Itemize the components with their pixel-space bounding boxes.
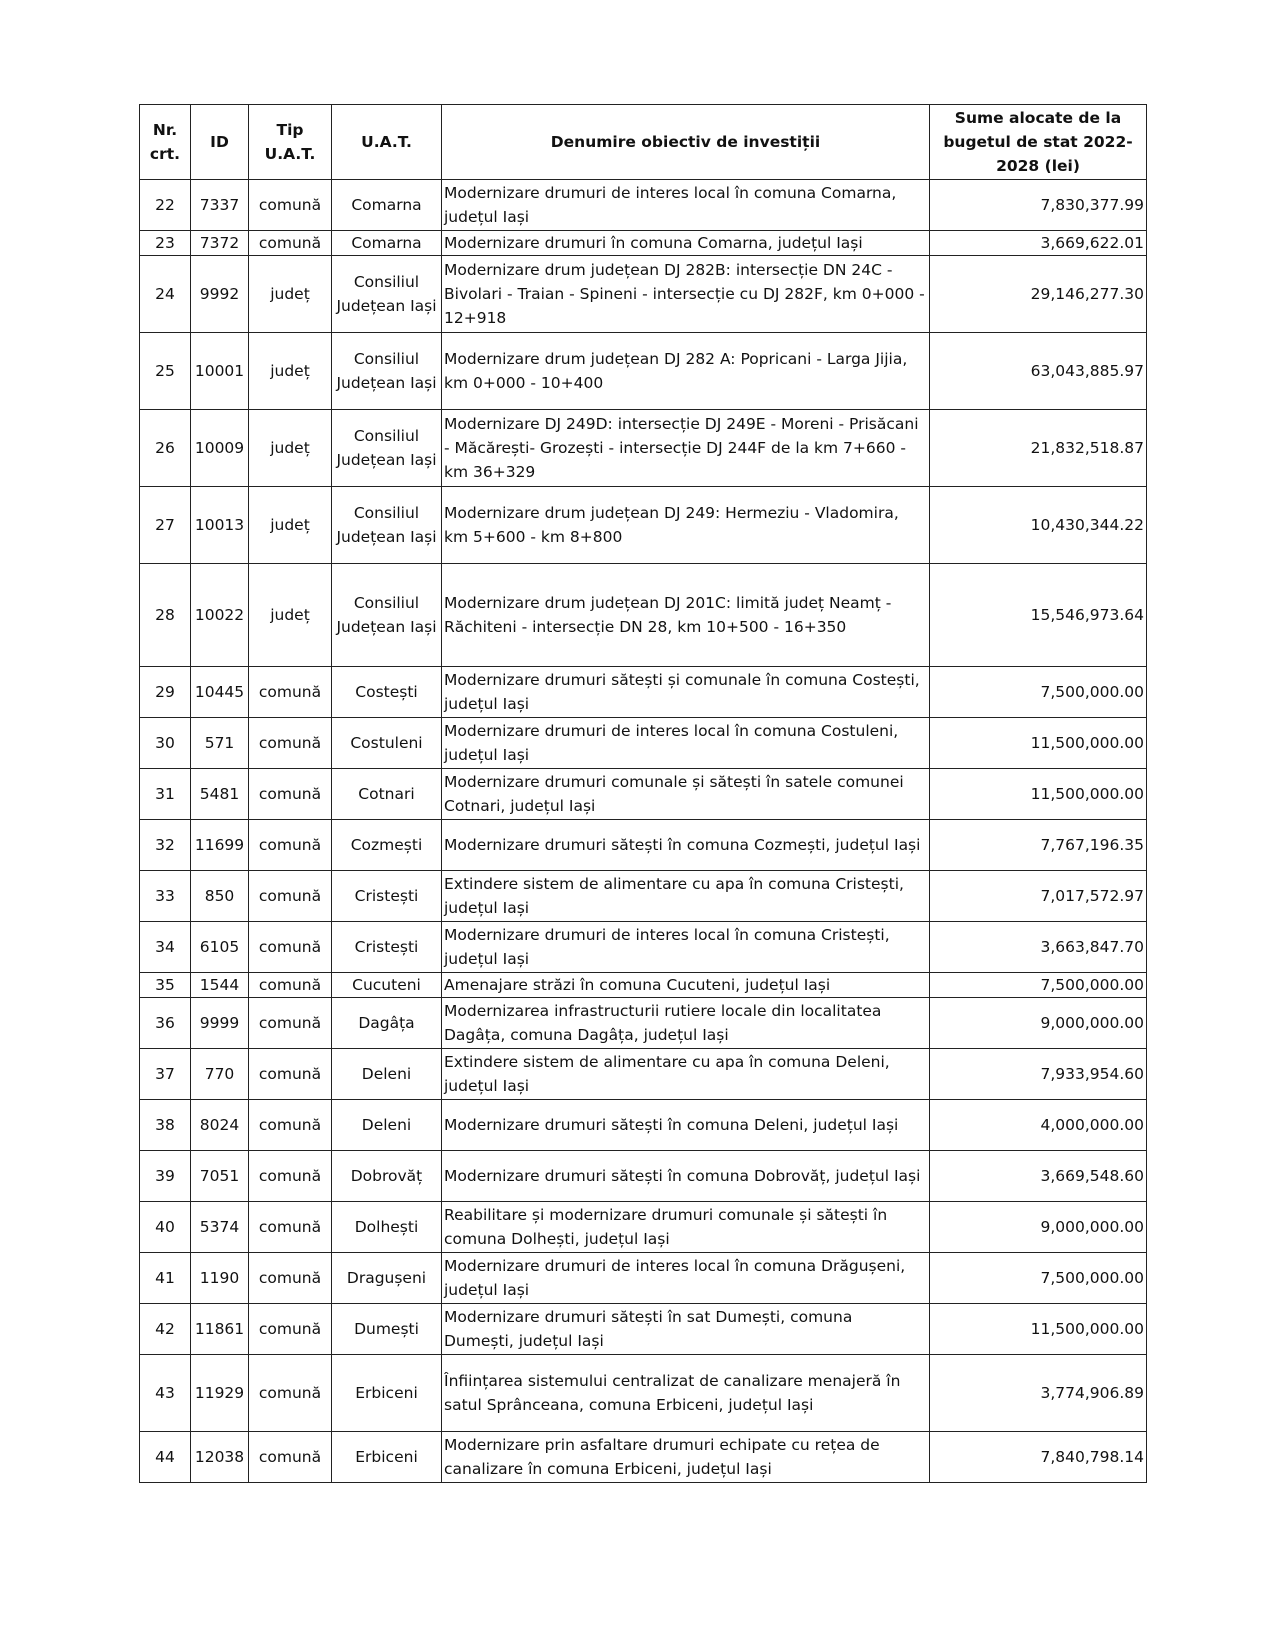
row-suma: 11,500,000.00	[930, 1304, 1147, 1355]
row-tip: comună	[249, 718, 332, 769]
row-id: 5374	[191, 1202, 249, 1253]
table-row	[140, 769, 1147, 820]
row-nr: 40	[140, 1202, 191, 1253]
row-uat: Deleni	[332, 1100, 442, 1151]
row-denumire: Modernizare DJ 249D: intersecție DJ 249E - Moreni - Prisăcani - Măcărești- Grozești - intersecție DJ 244F de la km 7+660 - km 36+329	[442, 410, 930, 487]
row-id: 10445	[191, 667, 249, 718]
row-uat: Costuleni	[332, 718, 442, 769]
row-uat: Dumești	[332, 1304, 442, 1355]
row-uat: Consiliul Județean Iași	[332, 410, 442, 487]
row-denumire: Reabilitare și modernizare drumuri comunale și sătești în comuna Dolhești, județul Iași	[442, 1202, 930, 1253]
row-nr: 42	[140, 1304, 191, 1355]
row-nr: 34	[140, 922, 191, 973]
row-suma: 9,000,000.00	[930, 998, 1147, 1049]
row-uat: Comarna	[332, 231, 442, 256]
row-denumire: Modernizare drumuri comunale și sătești în satele comunei Cotnari, județul Iași	[442, 769, 930, 820]
table-row	[140, 1202, 1147, 1253]
row-id: 11699	[191, 820, 249, 871]
row-tip: comună	[249, 231, 332, 256]
header-uat: U.A.T.	[332, 105, 442, 180]
table-row	[140, 1151, 1147, 1202]
row-denumire: Modernizare drum județean DJ 282 A: Popricani - Larga Jijia, km 0+000 - 10+400	[442, 333, 930, 410]
row-tip: comună	[249, 1432, 332, 1483]
row-uat: Cristești	[332, 871, 442, 922]
row-uat: Costești	[332, 667, 442, 718]
row-tip: comună	[249, 820, 332, 871]
table-row	[140, 667, 1147, 718]
row-uat: Erbiceni	[332, 1432, 442, 1483]
row-id: 7372	[191, 231, 249, 256]
row-suma: 21,832,518.87	[930, 410, 1147, 487]
row-uat: Consiliul Județean Iași	[332, 487, 442, 564]
row-denumire: Modernizare prin asfaltare drumuri echipate cu rețea de canalizare în comuna Erbiceni, județul Iași	[442, 1432, 930, 1483]
row-suma: 7,500,000.00	[930, 973, 1147, 998]
row-nr: 38	[140, 1100, 191, 1151]
row-uat: Dobrovăț	[332, 1151, 442, 1202]
investment-table	[139, 104, 1147, 1483]
row-tip: comună	[249, 1151, 332, 1202]
row-uat: Consiliul Județean Iași	[332, 256, 442, 333]
row-suma: 29,146,277.30	[930, 256, 1147, 333]
row-denumire: Modernizare drumuri sătești și comunale în comuna Costești, județul Iași	[442, 667, 930, 718]
row-uat: Dolhești	[332, 1202, 442, 1253]
header-sume: Sume alocate de la bugetul de stat 2022-2028 (lei)	[930, 105, 1147, 180]
table-row	[140, 180, 1147, 231]
row-tip: comună	[249, 1100, 332, 1151]
row-denumire: Modernizare drumuri de interes local în comuna Drăgușeni, județul Iași	[442, 1253, 930, 1304]
row-nr: 37	[140, 1049, 191, 1100]
row-suma: 3,669,548.60	[930, 1151, 1147, 1202]
table-row	[140, 333, 1147, 410]
row-suma: 7,840,798.14	[930, 1432, 1147, 1483]
row-tip: comună	[249, 871, 332, 922]
row-id: 11861	[191, 1304, 249, 1355]
row-id: 7337	[191, 180, 249, 231]
table-row	[140, 998, 1147, 1049]
row-uat: Consiliul Județean Iași	[332, 564, 442, 667]
row-uat: Cozmești	[332, 820, 442, 871]
table-row	[140, 1049, 1147, 1100]
row-id: 11929	[191, 1355, 249, 1432]
row-tip: comună	[249, 1049, 332, 1100]
row-nr: 27	[140, 487, 191, 564]
header-tip: Tip U.A.T.	[249, 105, 332, 180]
row-uat: Cotnari	[332, 769, 442, 820]
row-uat: Erbiceni	[332, 1355, 442, 1432]
table-row	[140, 256, 1147, 333]
row-uat: Consiliul Județean Iași	[332, 333, 442, 410]
table-row	[140, 1432, 1147, 1483]
row-nr: 23	[140, 231, 191, 256]
table-row	[140, 1100, 1147, 1151]
row-tip: comună	[249, 769, 332, 820]
row-denumire: Modernizarea infrastructurii rutiere locale din localitatea Dagâța, comuna Dagâța, județul Iași	[442, 998, 930, 1049]
row-suma: 7,933,954.60	[930, 1049, 1147, 1100]
row-nr: 35	[140, 973, 191, 998]
table-row	[140, 922, 1147, 973]
row-nr: 22	[140, 180, 191, 231]
row-denumire: Modernizare drumuri sătești în comuna Deleni, județul Iași	[442, 1100, 930, 1151]
row-nr: 31	[140, 769, 191, 820]
table-row	[140, 871, 1147, 922]
row-id: 1544	[191, 973, 249, 998]
row-suma: 3,669,622.01	[930, 231, 1147, 256]
table-row	[140, 1304, 1147, 1355]
row-denumire: Modernizare drum județean DJ 249: Hermeziu - Vladomira, km 5+600 - km 8+800	[442, 487, 930, 564]
row-id: 5481	[191, 769, 249, 820]
row-uat: Deleni	[332, 1049, 442, 1100]
row-suma: 63,043,885.97	[930, 333, 1147, 410]
row-suma: 15,546,973.64	[930, 564, 1147, 667]
row-tip: comună	[249, 667, 332, 718]
header-id: ID	[191, 105, 249, 180]
table-row	[140, 564, 1147, 667]
row-id: 7051	[191, 1151, 249, 1202]
row-tip: județ	[249, 564, 332, 667]
header-nr: Nr. crt.	[140, 105, 191, 180]
row-denumire: Modernizare drumuri în comuna Comarna, județul Iași	[442, 231, 930, 256]
row-id: 6105	[191, 922, 249, 973]
row-tip: comună	[249, 1304, 332, 1355]
row-id: 571	[191, 718, 249, 769]
row-denumire: Modernizare drumuri de interes local în comuna Comarna, județul Iași	[442, 180, 930, 231]
row-id: 1190	[191, 1253, 249, 1304]
row-uat: Comarna	[332, 180, 442, 231]
row-suma: 11,500,000.00	[930, 769, 1147, 820]
row-id: 9999	[191, 998, 249, 1049]
row-id: 10022	[191, 564, 249, 667]
row-id: 770	[191, 1049, 249, 1100]
row-denumire: Extindere sistem de alimentare cu apa în comuna Deleni, județul Iași	[442, 1049, 930, 1100]
row-suma: 7,500,000.00	[930, 1253, 1147, 1304]
row-suma: 7,830,377.99	[930, 180, 1147, 231]
row-suma: 3,774,906.89	[930, 1355, 1147, 1432]
row-suma: 7,767,196.35	[930, 820, 1147, 871]
row-uat: Cucuteni	[332, 973, 442, 998]
row-tip: comună	[249, 998, 332, 1049]
table-row	[140, 718, 1147, 769]
header-denumire: Denumire obiectiv de investiții	[442, 105, 930, 180]
row-id: 10001	[191, 333, 249, 410]
row-tip: comună	[249, 922, 332, 973]
table-row	[140, 1355, 1147, 1432]
row-suma: 10,430,344.22	[930, 487, 1147, 564]
row-nr: 32	[140, 820, 191, 871]
row-nr: 26	[140, 410, 191, 487]
row-nr: 30	[140, 718, 191, 769]
row-suma: 3,663,847.70	[930, 922, 1147, 973]
row-nr: 29	[140, 667, 191, 718]
row-id: 10013	[191, 487, 249, 564]
row-tip: comună	[249, 973, 332, 998]
row-denumire: Modernizare drumuri sătești în comuna Cozmești, județul Iași	[442, 820, 930, 871]
row-nr: 28	[140, 564, 191, 667]
row-denumire: Modernizare drumuri de interes local în comuna Cristești, județul Iași	[442, 922, 930, 973]
row-suma: 7,017,572.97	[930, 871, 1147, 922]
row-id: 10009	[191, 410, 249, 487]
table-row	[140, 973, 1147, 998]
row-suma: 4,000,000.00	[930, 1100, 1147, 1151]
row-tip: comună	[249, 1355, 332, 1432]
row-suma: 11,500,000.00	[930, 718, 1147, 769]
row-nr: 36	[140, 998, 191, 1049]
row-id: 9992	[191, 256, 249, 333]
row-suma: 7,500,000.00	[930, 667, 1147, 718]
row-denumire: Modernizare drumuri sătești în sat Dumești, comuna Dumești, județul Iași	[442, 1304, 930, 1355]
row-nr: 24	[140, 256, 191, 333]
row-nr: 41	[140, 1253, 191, 1304]
row-nr: 33	[140, 871, 191, 922]
table-row	[140, 410, 1147, 487]
row-tip: județ	[249, 333, 332, 410]
row-tip: comună	[249, 1202, 332, 1253]
row-tip: județ	[249, 410, 332, 487]
row-id: 850	[191, 871, 249, 922]
row-denumire: Extindere sistem de alimentare cu apa în comuna Cristești, județul Iași	[442, 871, 930, 922]
row-denumire: Modernizare drumuri de interes local în comuna Costuleni, județul Iași	[442, 718, 930, 769]
row-suma: 9,000,000.00	[930, 1202, 1147, 1253]
row-nr: 25	[140, 333, 191, 410]
row-id: 8024	[191, 1100, 249, 1151]
row-uat: Dagâța	[332, 998, 442, 1049]
row-denumire: Modernizare drumuri sătești în comuna Dobrovăț, județul Iași	[442, 1151, 930, 1202]
table-row	[140, 1253, 1147, 1304]
row-uat: Dragușeni	[332, 1253, 442, 1304]
row-tip: județ	[249, 487, 332, 564]
table-row	[140, 487, 1147, 564]
table-header-row	[140, 105, 1147, 180]
row-nr: 43	[140, 1355, 191, 1432]
table-row	[140, 231, 1147, 256]
row-denumire: Modernizare drum județean DJ 201C: limită județ Neamț - Răchiteni - intersecție DN 28, km 10+500 - 16+350	[442, 564, 930, 667]
row-nr: 44	[140, 1432, 191, 1483]
row-id: 12038	[191, 1432, 249, 1483]
row-uat: Cristești	[332, 922, 442, 973]
row-denumire: Modernizare drum județean DJ 282B: intersecție DN 24C - Bivolari - Traian - Spineni - intersecție cu DJ 282F, km 0+000 - 12+918	[442, 256, 930, 333]
row-denumire: Înființarea sistemului centralizat de canalizare menajeră în satul Sprânceana, comuna Erbiceni, județul Iași	[442, 1355, 930, 1432]
row-denumire: Amenajare străzi în comuna Cucuteni, județul Iași	[442, 973, 930, 998]
row-nr: 39	[140, 1151, 191, 1202]
table-row	[140, 820, 1147, 871]
row-tip: județ	[249, 256, 332, 333]
row-tip: comună	[249, 180, 332, 231]
row-tip: comună	[249, 1253, 332, 1304]
